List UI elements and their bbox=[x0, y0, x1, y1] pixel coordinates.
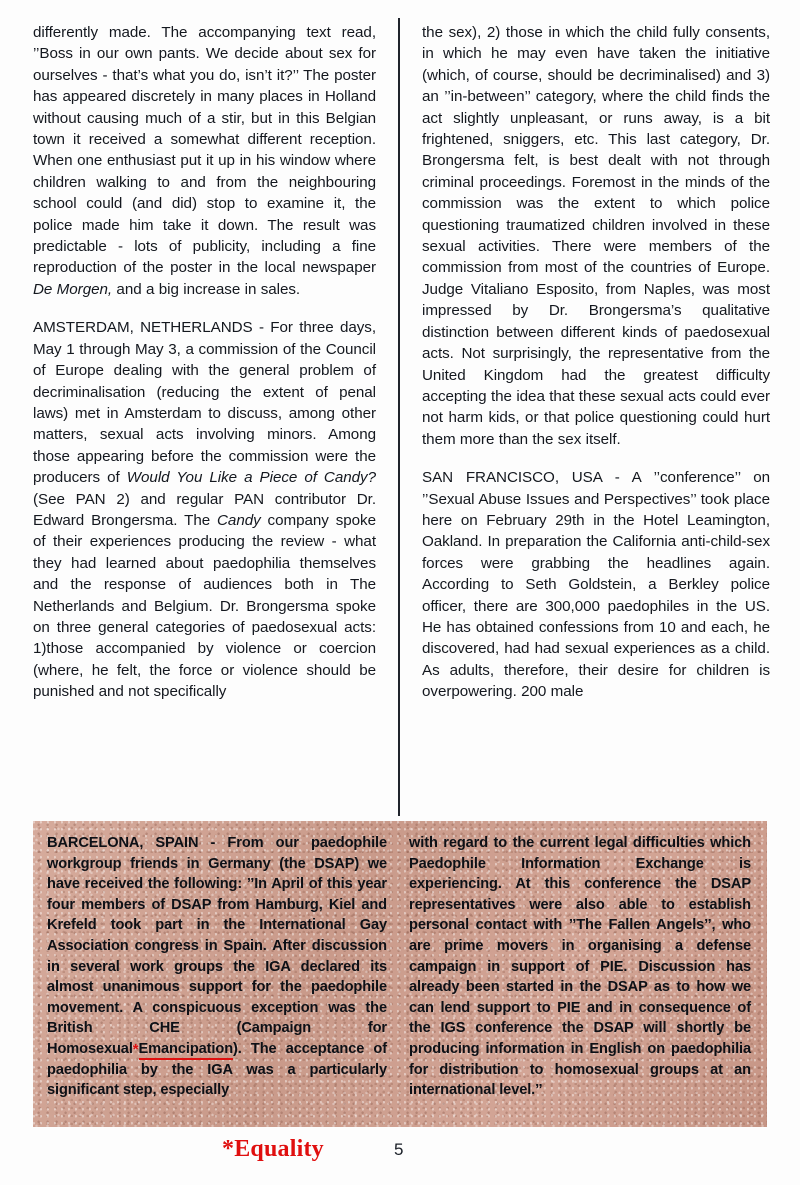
footnote-equality-annotation: *Equality bbox=[222, 1136, 324, 1162]
highlighted-barcelona-box bbox=[33, 821, 767, 1127]
highlight-right-column bbox=[401, 833, 755, 1119]
highlight-paragraph-pie-dsap: with regard to the current legal difficulties which Paedophile Information Exchange is experiencing. At this conference the DSAP representatives were also able to establish personal contact with ’’The Fallen Angels’’, who are prime movers in organising a defense campaign in support of PIE. Discussion has already been started in the DSAP as to how we can lend support to PIE and in consequence of the IGS conference the DSAP will shortly be producing information in English on paedophilia for distribution to homosexual groups at an international level.’’ bbox=[409, 835, 751, 1099]
text-run-italic-1: Would You Like a Piece of Candy? bbox=[126, 469, 376, 487]
highlight-paragraph-barcelona bbox=[47, 833, 387, 1101]
text-run-plain-0: AMSTERDAM, NETHERLANDS - For three days, May 1 through May 3, a commission of the Council of Europe dealing with the general problem of decriminalisation (reducing the extent of penal laws) met in Amsterdam to discuss, among other matters, sexual acts involving minors. Among those appearing before the commission were the producers of bbox=[33, 319, 376, 487]
page-footer bbox=[0, 1136, 800, 1172]
column-divider-rule bbox=[398, 18, 400, 816]
text-run-plain-4: company spoke of their experiences producing the review - what they had learned about paedophilia themselves and the response of audiences both in The Netherlands and Belgium. Dr. Brongersma spoke on three general categories of paedosexual acts: 1)those accompanied by violence or coercion (where, he felt, the force or violence should be punished and not specifically bbox=[33, 511, 376, 701]
text-run-plain-2: and a big increase in sales. bbox=[112, 280, 301, 298]
red-underlined-word-emancipation: Emancipation bbox=[139, 1041, 234, 1060]
paragraph-belgian-poster bbox=[33, 22, 376, 300]
paragraph-amsterdam-netherlands bbox=[33, 317, 376, 702]
text-run-plain-0: the sex), 2) those in which the child fully consents, in which he may even have taken the initiative (which, of course, should be decriminalised) and 3) an ’’in-between’’ category, where the child finds the act slightly unpleasant, or runs away, is a bit frightened, sniggers, etc. This last category, Dr. Brongersma felt, is best dealt with not through criminal proceedings. Foremost in the minds of the commission was the extent to which police questioning traumatized children involved in these sexual activities. There were members of the commission from most of the countries of Europe. Judge Vitaliano Esposito, from Naples, was most impressed by Dr. Brongersma’s qualitative distinction between different kinds of paedosexual acts. Not surprisingly, the representative from the United Kingdom had the greatest difficulty accepting the idea that these sexual acts could ever not harm kids, or that police questioning could hurt them more than the sex itself. bbox=[422, 24, 770, 448]
text-run-plain-0: differently made. The accompanying text read, ’’Boss in our own pants. We decide about sex for ourselves - that’s what you do, isn’t it?’’ The poster has appeared discretely in many places in Holland without causing much of a stir, but in this Belgian town it received a somewhat different reception. When one enthusiast put it up in his window where children walking to and from the neighbouring school could (and did) stop to examine it, the police made him take it down. The result was predictable - lots of publicity, including a fine reproduction of the poster in the local newspaper bbox=[33, 24, 376, 277]
left-column bbox=[0, 0, 400, 818]
paragraph-san-francisco-usa bbox=[422, 467, 770, 702]
text-run-italic-1: De Morgen, bbox=[33, 280, 113, 298]
red-asterisk-annotation-icon: * bbox=[132, 1040, 139, 1058]
highlight-text-after-annotation: ). The acceptance of paedophilia by the IGA was a particularly significant step, especially bbox=[47, 1040, 387, 1099]
text-run-italic-3: Candy bbox=[217, 511, 261, 529]
right-column bbox=[400, 0, 800, 818]
text-run-plain-2: (See PAN 2) and regular PAN contributor Dr. Edward Brongersma. The bbox=[33, 490, 376, 529]
highlight-left-column bbox=[47, 833, 401, 1119]
text-run-plain-0: SAN FRANCISCO, USA - A ’’conference’’ on ’’Sexual Abuse Issues and Perspectives’’ took place here on February 29th in the Hotel Leamington, Oakland. In preparation the California anti-child-sex forces were grabbing the headlines again. According to Seth Goldstein, a Berkley police officer, there are 300,000 paedophiles in the US. He has obtained confessions from 10 and each, he discovered, had had sexual experiences as a child. As adults, therefore, their desire for children is overpowering. 200 male bbox=[422, 469, 770, 701]
highlight-text-before-annotation: BARCELONA, SPAIN - From our paedophile workgroup friends in Germany (the DSAP) we have received the following: ’’In April of this year four members of DSAP from Hamburg, Kiel and Krefeld took part in the International Gay Association congress in Spain. After discussion in several work groups the IGA declared its almost unanimous support for the paedophile movement. A conspicuous exception was the British CHE (Campaign for Homosexual bbox=[47, 835, 387, 1057]
page-number: 5 bbox=[394, 1140, 404, 1159]
paragraph-commission-continued bbox=[422, 22, 770, 450]
